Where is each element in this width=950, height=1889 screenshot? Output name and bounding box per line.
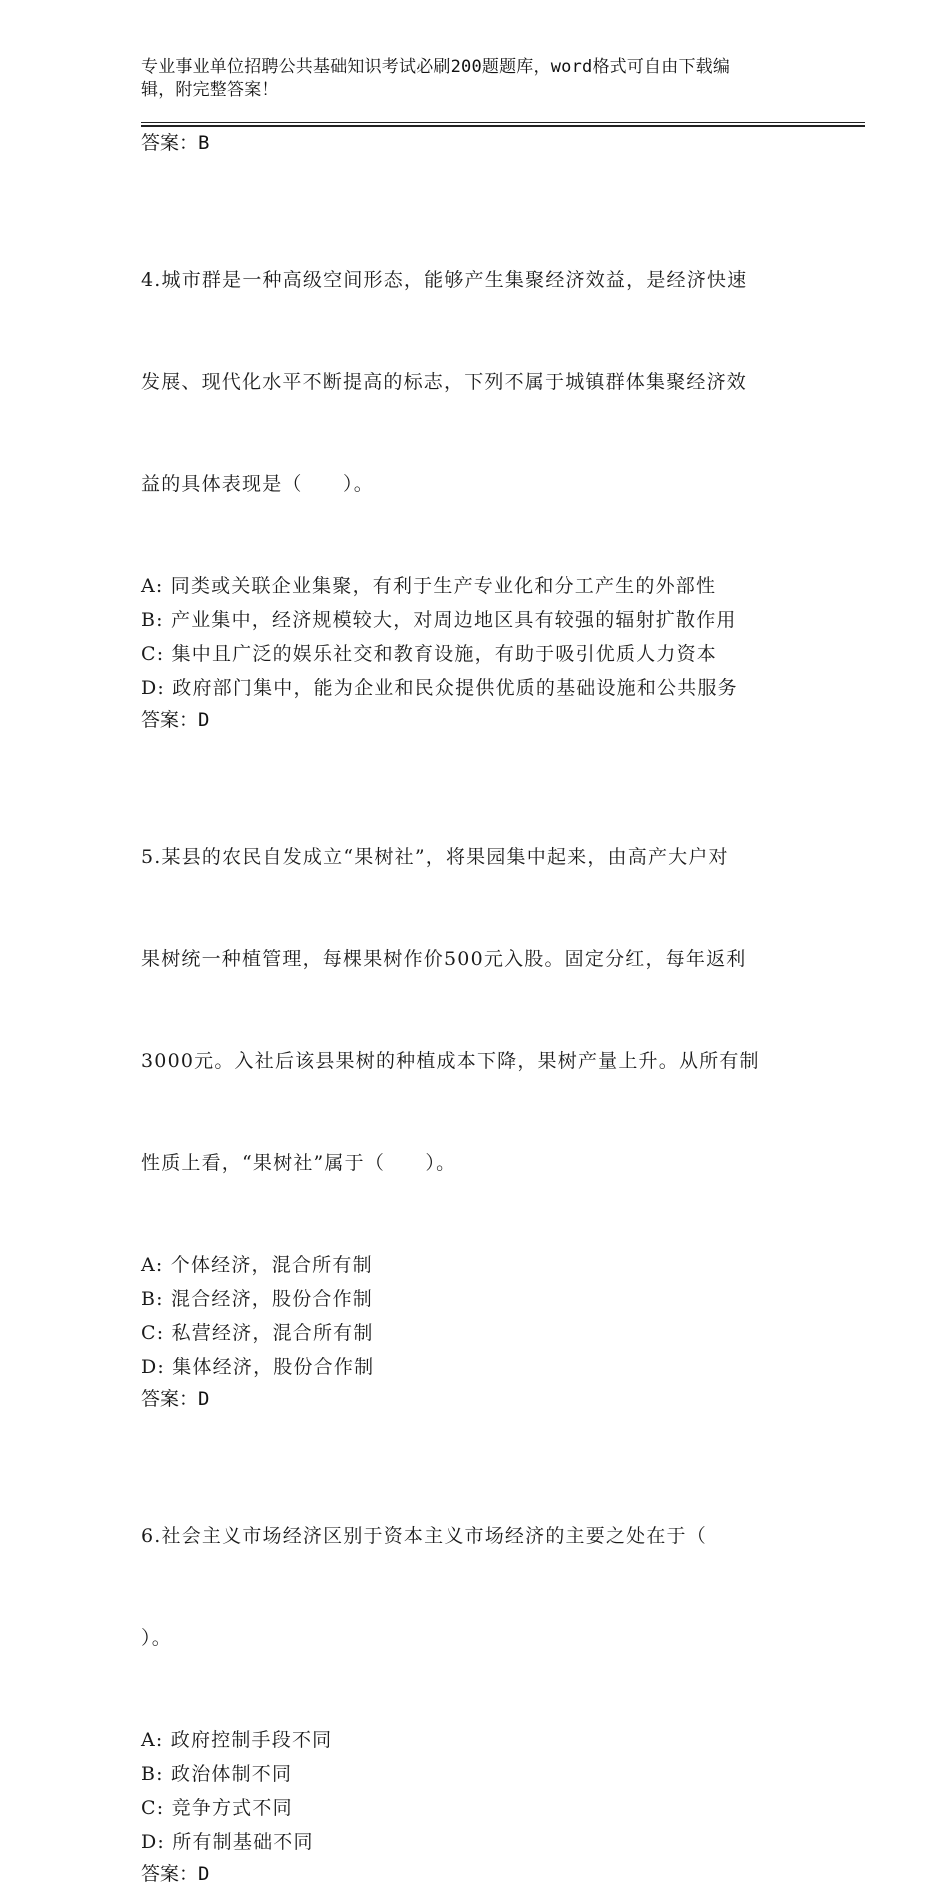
stem-line: ）。	[141, 1627, 172, 1649]
answer	[141, 1384, 821, 1414]
option-a: A: 政府控制手段不同	[141, 1729, 333, 1751]
option-b: B: 混合经济，股份合作制	[141, 1288, 374, 1310]
stem-line: 性质上看，“果树社”属于（ ）。	[141, 1152, 457, 1174]
header-rule-thin	[141, 122, 865, 123]
question-4	[141, 195, 821, 735]
option-c: C: 集中且广泛的娱乐社交和教育设施，有助于吸引优质人力资本	[141, 643, 717, 665]
answer-value: D	[198, 1388, 210, 1410]
option-a: A: 同类或关联企业集聚，有利于生产专业化和分工产生的外部性	[141, 575, 717, 597]
option-d: D: 集体经济，股份合作制	[141, 1356, 375, 1378]
document-body	[141, 128, 821, 1889]
answer	[141, 1859, 821, 1889]
stem-line: 3000元。入社后该县果树的种植成本下降，果树产量上升。从所有制	[141, 1050, 760, 1072]
stem-line: 6.社会主义市场经济区别于资本主义市场经济的主要之处在于（	[141, 1525, 707, 1547]
stem-line: 4.城市群是一种高级空间形态，能够产生集聚经济效益，是经济快速	[141, 269, 748, 291]
previous-answer	[141, 128, 821, 158]
answer-value: D	[198, 1863, 210, 1885]
question-stem	[141, 1451, 821, 1723]
answer-label: 答案：	[141, 132, 199, 154]
option-c: C: 私营经济，混合所有制	[141, 1322, 374, 1344]
option-d: D: 所有制基础不同	[141, 1831, 314, 1853]
answer-value: D	[198, 709, 210, 731]
header-line-2: 辑，附完整答案！	[141, 80, 279, 100]
question-stem	[141, 195, 821, 569]
page-header	[141, 56, 801, 102]
stem-line: 益的具体表现是（ ）。	[141, 473, 374, 495]
option-b: B: 政治体制不同	[141, 1763, 293, 1785]
option-b: B: 产业集中，经济规模较大，对周边地区具有较强的辐射扩散作用	[141, 609, 737, 631]
stem-line: 发展、现代化水平不断提高的标志，下列不属于城镇群体集聚经济效	[141, 371, 748, 393]
answer-label: 答案：	[141, 1863, 199, 1885]
answer-label: 答案：	[141, 709, 199, 731]
question-stem	[141, 772, 821, 1248]
header-line-1: 专业事业单位招聘公共基础知识考试必刷200题题库，word格式可自由下载编	[141, 57, 731, 77]
question-6	[141, 1451, 821, 1889]
answer-value: B	[198, 132, 210, 154]
option-c: C: 竞争方式不同	[141, 1797, 293, 1819]
option-d: D: 政府部门集中，能为企业和民众提供优质的基础设施和公共服务	[141, 677, 738, 699]
answer	[141, 705, 821, 735]
header-rule-thick	[141, 125, 865, 127]
option-a: A: 个体经济，混合所有制	[141, 1254, 373, 1276]
question-5	[141, 772, 821, 1414]
answer-label: 答案：	[141, 1388, 199, 1410]
stem-line: 果树统一种植管理，每棵果树作价500元入股。固定分红，每年返利	[141, 948, 747, 970]
stem-line: 5.某县的农民自发成立“果树社”，将果园集中起来，由高产大户对	[141, 846, 729, 868]
